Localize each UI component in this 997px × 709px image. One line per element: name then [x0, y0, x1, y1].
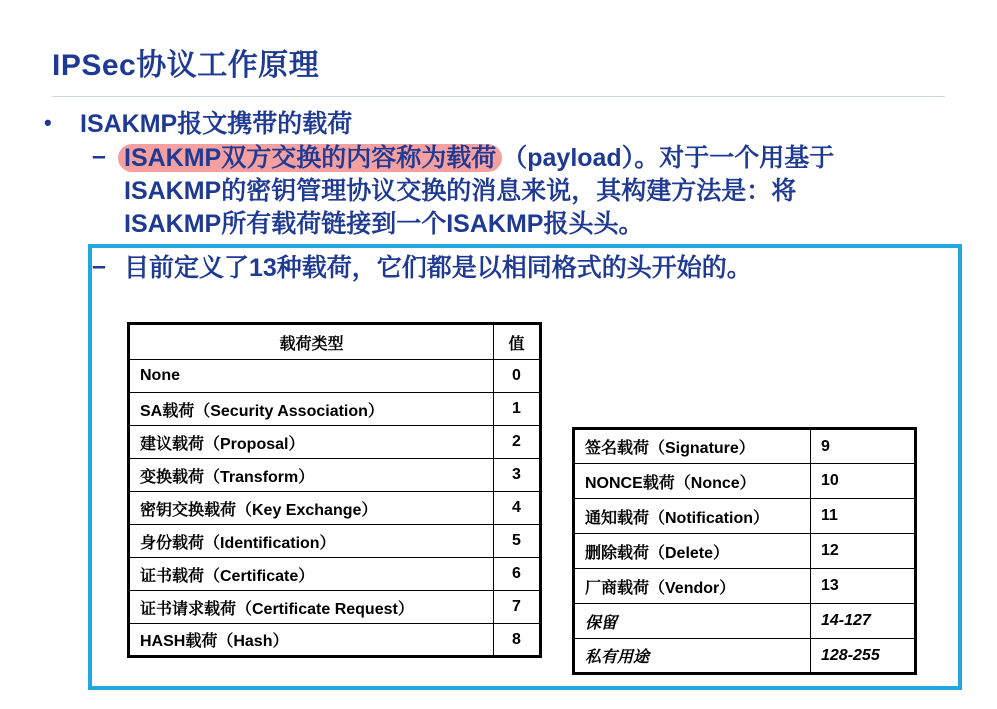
- sub-bullet-1: [124, 142, 834, 241]
- payload-name: 签名载荷（Signature）: [574, 429, 811, 464]
- payload-value: 128-255: [811, 639, 916, 674]
- payload-value: 5: [494, 525, 541, 558]
- payload-value: 13: [811, 569, 916, 604]
- table-row: [574, 604, 916, 639]
- payload-value: 1: [494, 393, 541, 426]
- payload-name: SA载荷（Security Association）: [129, 393, 494, 426]
- payload-name: 变换载荷（Transform）: [129, 459, 494, 492]
- table-row: [129, 591, 541, 624]
- payload-value: 3: [494, 459, 541, 492]
- sub-bullet-1-line-1: [124, 142, 834, 175]
- table-row: [574, 639, 916, 674]
- table-row: [129, 459, 541, 492]
- payload-value: 9: [811, 429, 916, 464]
- title-divider: [52, 96, 945, 97]
- table-row: [129, 624, 541, 657]
- header-payload-type: 载荷类型: [129, 324, 494, 360]
- payload-value: 2: [494, 426, 541, 459]
- table-header-row: [129, 324, 541, 360]
- payload-value: 7: [494, 591, 541, 624]
- payload-name: 删除载荷（Delete）: [574, 534, 811, 569]
- sub-bullet-1-line-2: ISAKMP的密钥管理协议交换的消息来说，其构建方法是：将: [124, 177, 797, 205]
- sub-bullet-dash-1: –: [92, 142, 106, 170]
- bullet-dot-icon: •: [44, 110, 52, 135]
- sub-bullet-dash-2: –: [92, 252, 106, 280]
- payload-name: 建议载荷（Proposal）: [129, 426, 494, 459]
- highlighted-phrase: ISAKMP双方交换的内容称为载荷: [118, 144, 502, 172]
- table-row: [574, 499, 916, 534]
- bullet-heading: ISAKMP报文携带的载荷: [80, 110, 353, 138]
- table-row: [129, 393, 541, 426]
- payload-value: 4: [494, 492, 541, 525]
- payload-name: HASH载荷（Hash）: [129, 624, 494, 657]
- header-value: 值: [494, 324, 541, 360]
- payload-name: NONCE载荷（Nonce）: [574, 464, 811, 499]
- table-row: [129, 492, 541, 525]
- payload-name: 通知载荷（Notification）: [574, 499, 811, 534]
- payload-name: 私有用途: [574, 639, 811, 674]
- payload-value: 14-127: [811, 604, 916, 639]
- sub-bullet-1-line-1-rest: （payload）。对于一个用基于: [502, 144, 835, 172]
- payload-type-table-right: [572, 427, 917, 675]
- payload-name: 保留: [574, 604, 811, 639]
- table-row: [574, 569, 916, 604]
- table-row: [129, 525, 541, 558]
- payload-value: 10: [811, 464, 916, 499]
- payload-name: None: [129, 360, 494, 393]
- payload-name: 厂商载荷（Vendor）: [574, 569, 811, 604]
- payload-name: 证书请求载荷（Certificate Request）: [129, 591, 494, 624]
- payload-name: 证书载荷（Certificate）: [129, 558, 494, 591]
- payload-name: 身份载荷（Identification）: [129, 525, 494, 558]
- table-row: [129, 426, 541, 459]
- slide-title: IPSec协议工作原理: [52, 49, 320, 82]
- payload-value: 8: [494, 624, 541, 657]
- payload-value: 11: [811, 499, 916, 534]
- sub-bullet-2: 目前定义了13种载荷，它们都是以相同格式的头开始的。: [124, 254, 752, 282]
- payload-value: 0: [494, 360, 541, 393]
- table-row: [574, 534, 916, 569]
- payload-value: 6: [494, 558, 541, 591]
- table-row: [129, 558, 541, 591]
- sub-bullet-1-line-3: ISAKMP所有载荷链接到一个ISAKMP报头头。: [124, 210, 644, 238]
- payload-value: 12: [811, 534, 916, 569]
- table-row: [574, 464, 916, 499]
- payload-type-table-left: [127, 322, 542, 658]
- payload-name: 密钥交换载荷（Key Exchange）: [129, 492, 494, 525]
- table-row: [574, 429, 916, 464]
- table-row: [129, 360, 541, 393]
